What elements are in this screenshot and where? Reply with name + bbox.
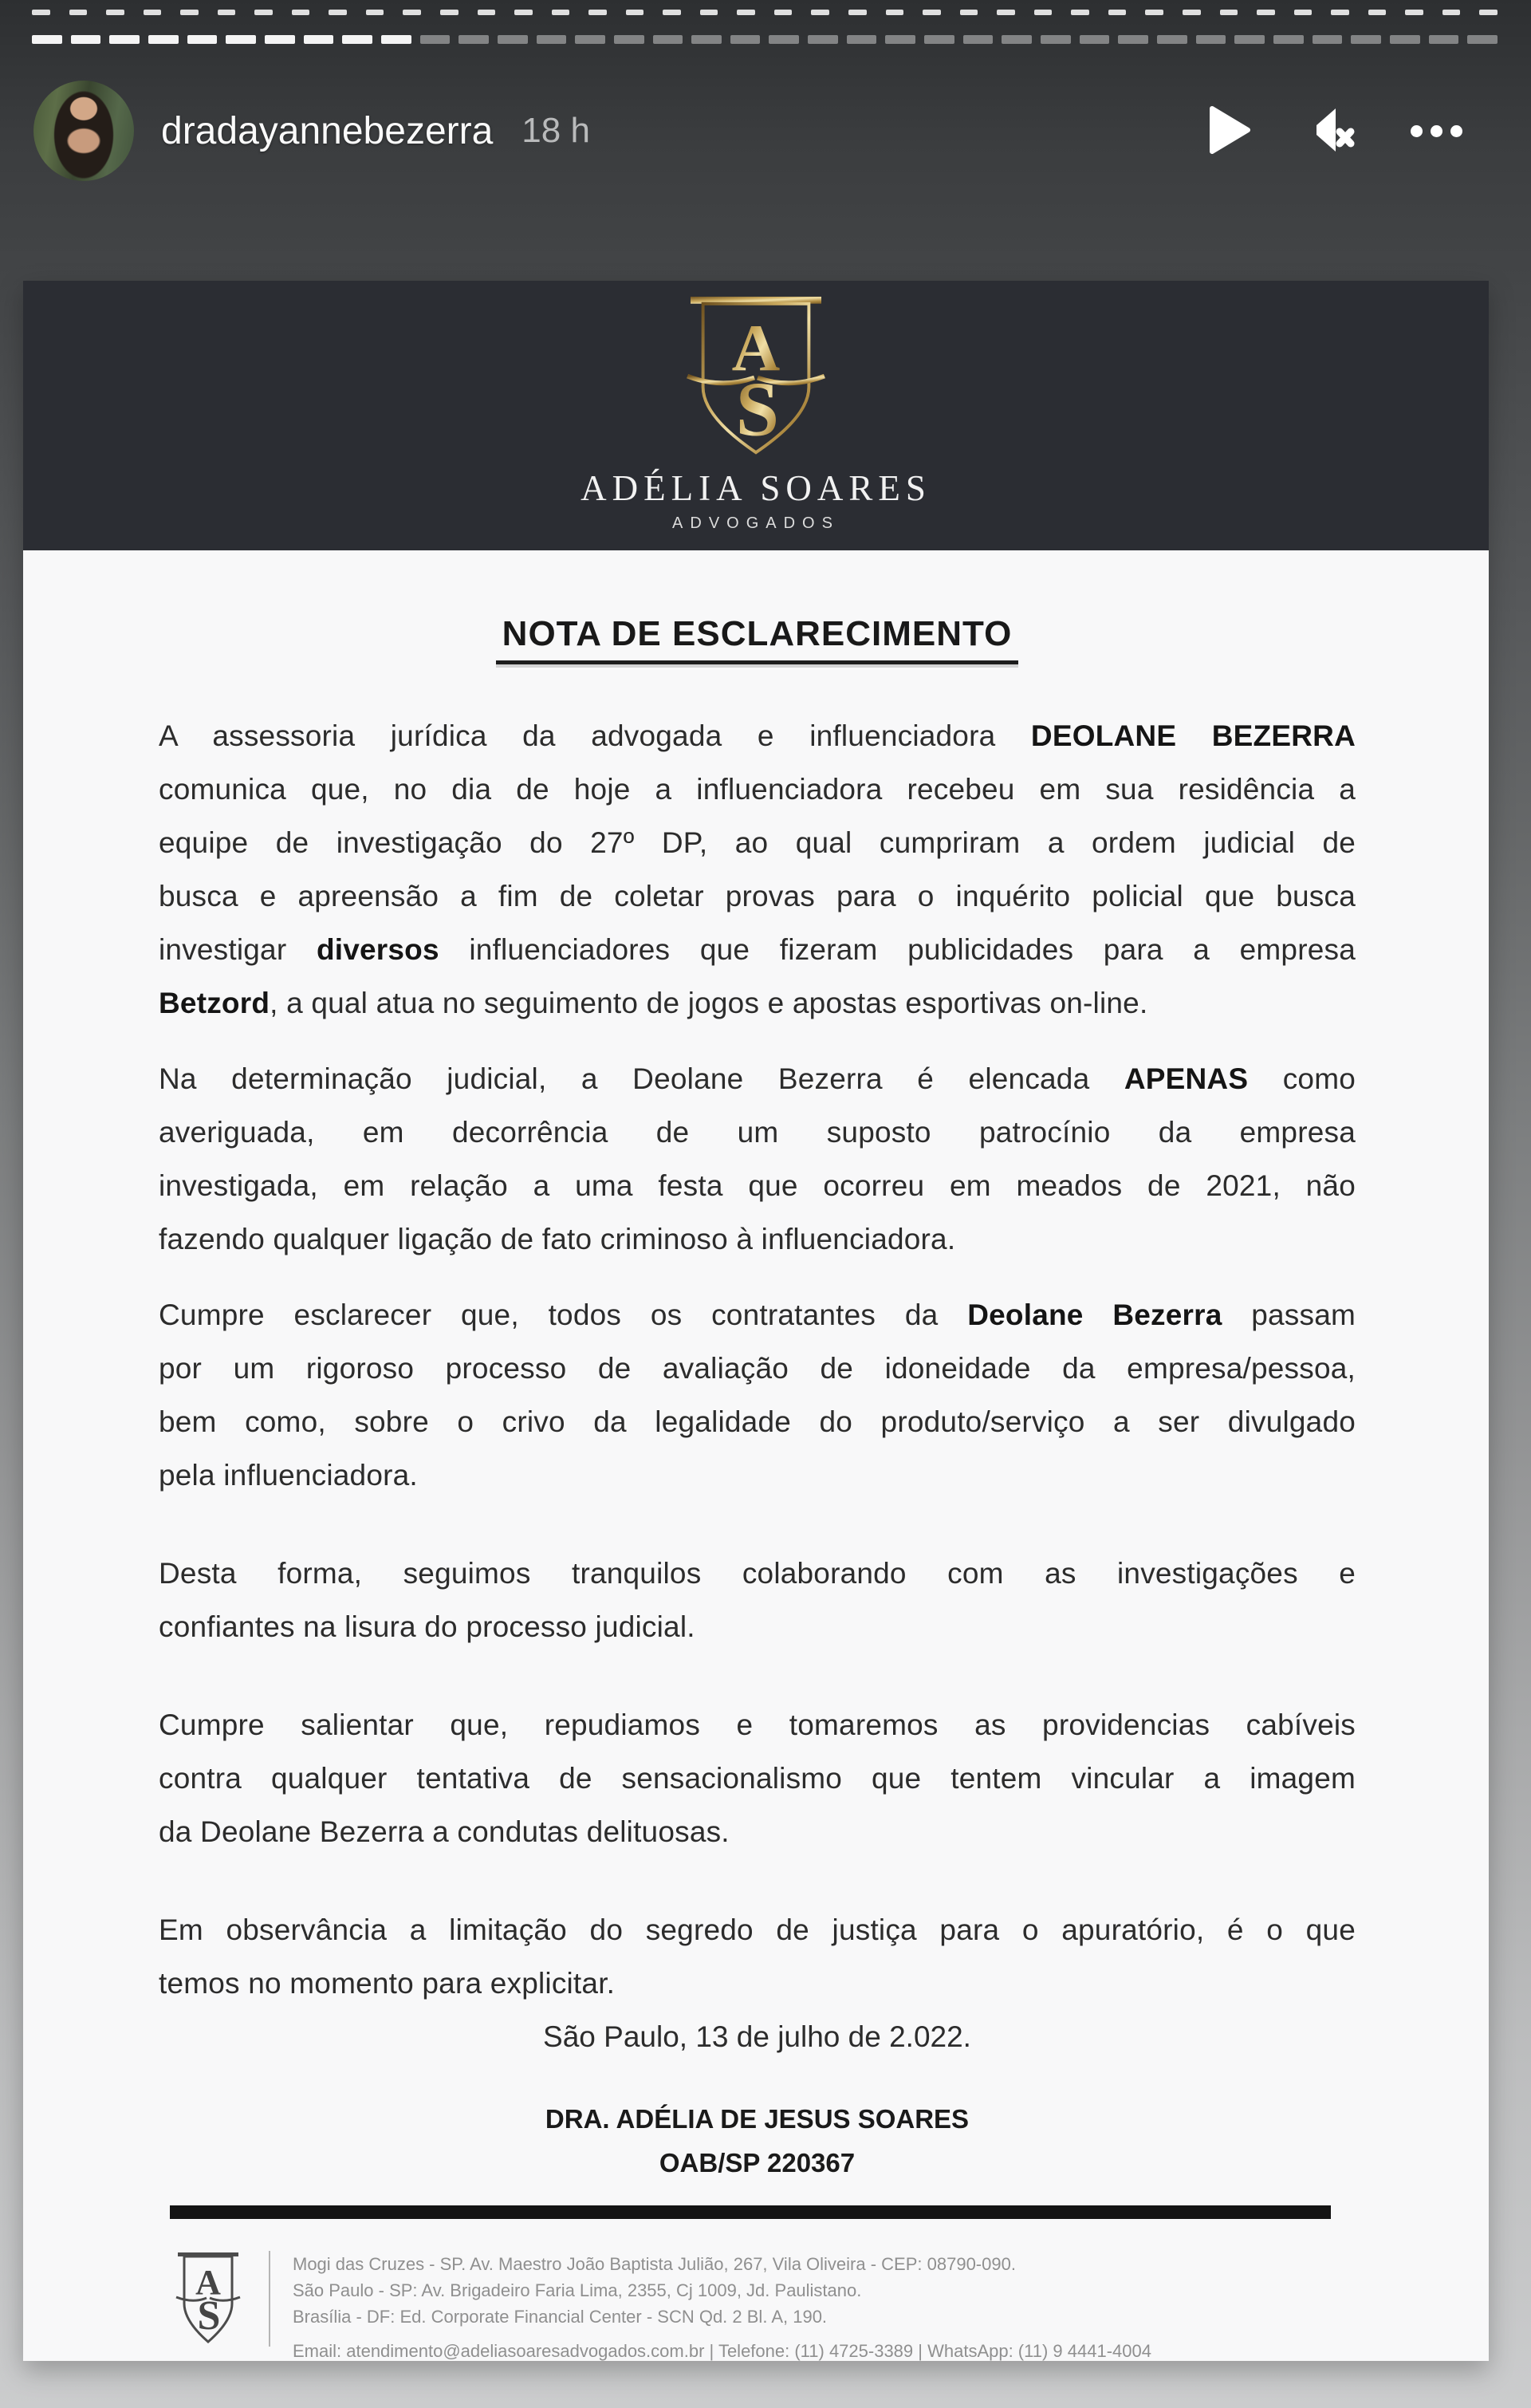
- tick: [478, 10, 496, 15]
- tick: [1145, 10, 1163, 15]
- footer-addresses: [293, 2251, 1151, 2330]
- tick: [1257, 10, 1275, 15]
- progress-segment: [1041, 35, 1071, 44]
- text-line: A assessoria jurídica da advogada e influenciadora DEOLANE BEZERRA: [159, 719, 1356, 752]
- story-timestamp: 18 h: [521, 111, 590, 150]
- tick: [1479, 10, 1498, 15]
- footer-monogram-s: S: [197, 2293, 221, 2339]
- tick: [1220, 10, 1238, 15]
- play-icon: [1208, 105, 1251, 157]
- tick: [403, 10, 421, 15]
- progress-segment: [342, 35, 372, 44]
- text-line: bem como, sobre o crivo da legalidade do produto/serviço a ser divulgado: [159, 1405, 1356, 1438]
- footer-monogram-a: A: [195, 2263, 221, 2302]
- signature-name: DRA. ADÉLIA DE JESUS SOARES: [545, 2104, 970, 2134]
- progress-segment: [381, 35, 411, 44]
- tick: [329, 10, 347, 15]
- text-line: Betzord, a qual atua no seguimento de jogos e apostas esportivas on-line.: [159, 987, 1148, 1019]
- progress-segment: [1429, 35, 1459, 44]
- progress-segment: [459, 35, 489, 44]
- progress-segment: [614, 35, 644, 44]
- footer-shield-logo: [175, 2251, 242, 2351]
- text-line: investigada, em relação a uma festa que ocorreu em meados de 2021, não: [159, 1169, 1356, 1202]
- tick: [1071, 10, 1089, 15]
- progress-segment: [109, 35, 140, 44]
- tick: [663, 10, 681, 15]
- progress-segment: [691, 35, 722, 44]
- tick: [440, 10, 459, 15]
- tick: [32, 10, 50, 15]
- text-line: Na determinação judicial, a Deolane Bezerra é elencada APENAS como: [159, 1062, 1356, 1095]
- tick: [737, 10, 755, 15]
- story-controls: [1208, 105, 1462, 157]
- text-line: pela influenciadora.: [159, 1459, 418, 1492]
- progress-segment: [1118, 35, 1148, 44]
- document-body: [159, 709, 1356, 2010]
- note-title: NOTA DE ESCLARECIMENTO: [496, 614, 1019, 664]
- tick: [514, 10, 533, 15]
- story-progress-bar[interactable]: [32, 35, 1498, 44]
- progress-segment: [498, 35, 528, 44]
- address-line: São Paulo - SP: Av. Brigadeiro Faria Lima, 2355, Cj 1009, Jd. Paulistano.: [293, 2280, 862, 2300]
- tick: [1108, 10, 1127, 15]
- tick: [144, 10, 162, 15]
- footer-separator-bar: [170, 2205, 1331, 2219]
- text-line: investigar diversos influenciadores que fizeram publicidades para a empresa: [159, 933, 1356, 966]
- monogram-s: S: [735, 366, 780, 453]
- paragraph: [159, 1903, 1356, 2010]
- text-line: Em observância a limitação do segredo de justiça para o apuratório, é o que: [159, 1913, 1356, 1946]
- paragraph: [159, 1288, 1356, 1502]
- progress-segment: [148, 35, 179, 44]
- paragraph: [159, 1052, 1356, 1266]
- more-options-icon: [1411, 125, 1462, 137]
- tick: [997, 10, 1015, 15]
- footer-divider: [269, 2251, 270, 2347]
- progress-segment: [575, 35, 605, 44]
- signature-oab: OAB/SP 220367: [659, 2148, 856, 2177]
- text-line: Desta forma, seguimos tranquilos colaborando com as investigações e: [159, 1557, 1356, 1590]
- play-button[interactable]: [1208, 105, 1251, 157]
- tick: [1331, 10, 1349, 15]
- tick: [1368, 10, 1387, 15]
- brand-subtitle: ADVOGADOS: [672, 514, 840, 532]
- tick: [923, 10, 941, 15]
- progress-segment: [265, 35, 295, 44]
- paragraph: [159, 709, 1356, 1030]
- progress-segment: [1234, 35, 1265, 44]
- text-line: por um rigoroso processo de avaliação de idoneidade da empresa/pessoa,: [159, 1352, 1356, 1385]
- progress-segment: [963, 35, 994, 44]
- progress-segment: [885, 35, 915, 44]
- more-options-button[interactable]: [1411, 125, 1462, 137]
- progress-segment: [1273, 35, 1304, 44]
- progress-segment: [420, 35, 451, 44]
- tick: [1183, 10, 1201, 15]
- text-line: averiguada, em decorrência de um suposto patrocínio da empresa: [159, 1116, 1356, 1149]
- tick: [180, 10, 199, 15]
- text-line: temos no momento para explicitar.: [159, 1967, 616, 2000]
- address-line: Mogi das Cruzes - SP. Av. Maestro João Baptista Julião, 267, Vila Oliveira - CEP: 08790-090.: [293, 2254, 1016, 2274]
- progress-segment: [1467, 35, 1498, 44]
- username[interactable]: dradayannebezerra: [161, 109, 494, 152]
- tick: [1405, 10, 1423, 15]
- progress-segment: [304, 35, 334, 44]
- progress-segment: [1390, 35, 1420, 44]
- footer-contact: Email: atendimento@adeliasoaresadvogados.com.br | Telefone: (11) 4725-3389 | WhatsApp: (11) 9 4441-4004: [293, 2341, 1151, 2361]
- progress-segment: [32, 35, 62, 44]
- tick: [1294, 10, 1313, 15]
- date-line: São Paulo, 13 de julho de 2.022.: [543, 2020, 971, 2053]
- progress-segment: [1313, 35, 1343, 44]
- tick: [848, 10, 867, 15]
- progress-segment: [537, 35, 567, 44]
- progress-segment: [808, 35, 838, 44]
- text-line: contra qualquer tentativa de sensacionalismo que tentem vincular a imagem: [159, 1762, 1356, 1795]
- progress-segment: [847, 35, 877, 44]
- text-line: confiantes na lisura do processo judicial.: [159, 1610, 695, 1643]
- brand-name: ADÉLIA SOARES: [581, 468, 931, 508]
- avatar[interactable]: [33, 81, 134, 181]
- tick: [626, 10, 644, 15]
- progress-segment: [653, 35, 683, 44]
- progress-segment: [226, 35, 256, 44]
- tick: [886, 10, 904, 15]
- tick: [811, 10, 829, 15]
- progress-segment: [1196, 35, 1226, 44]
- tick: [774, 10, 793, 15]
- story-top-ticks: [32, 10, 1498, 15]
- letterhead-shield-logo: [686, 295, 826, 464]
- tick: [106, 10, 124, 15]
- tick: [254, 10, 273, 15]
- tick: [218, 10, 236, 15]
- progress-segment: [730, 35, 761, 44]
- mute-button[interactable]: [1307, 106, 1355, 156]
- tick: [1034, 10, 1053, 15]
- letterhead: [23, 281, 1489, 550]
- document-footer: [159, 2251, 1356, 2361]
- progress-segment: [1002, 35, 1032, 44]
- progress-segment: [71, 35, 101, 44]
- tick: [960, 10, 978, 15]
- progress-segment: [924, 35, 954, 44]
- text-line: Cumpre salientar que, repudiamos e tomaremos as providencias cabíveis: [159, 1708, 1356, 1741]
- tick: [292, 10, 310, 15]
- paragraph: [159, 1547, 1356, 1653]
- tick: [366, 10, 384, 15]
- progress-segment: [1351, 35, 1381, 44]
- progress-segment: [187, 35, 218, 44]
- text-line: comunica que, no dia de hoje a influenciadora recebeu em sua residência a: [159, 773, 1356, 806]
- tick: [69, 10, 88, 15]
- text-line: equipe de investigação do 27º DP, ao qual cumpriram a ordem judicial de: [159, 826, 1356, 859]
- address-line: Brasília - DF: Ed. Corporate Financial Center - SCN Qd. 2 Bl. A, 190.: [293, 2307, 828, 2327]
- document-paper: [23, 550, 1489, 2361]
- tick: [1442, 10, 1461, 15]
- progress-segment: [769, 35, 799, 44]
- text-line: da Deolane Bezerra a condutas delituosas.: [159, 1815, 730, 1848]
- paragraph: [159, 1698, 1356, 1858]
- text-line: busca e apreensão a fim de coletar provas para o inquérito policial que busca: [159, 880, 1356, 912]
- text-line: fazendo qualquer ligação de fato criminoso à influenciadora.: [159, 1223, 956, 1255]
- mute-speaker-icon: [1307, 106, 1355, 156]
- progress-segment: [1157, 35, 1187, 44]
- monogram-a: A: [731, 311, 781, 386]
- document: [23, 281, 1489, 2361]
- progress-segment: [1080, 35, 1110, 44]
- story-header: [33, 79, 1462, 183]
- tick: [700, 10, 718, 15]
- signature-block: [159, 2097, 1356, 2185]
- text-line: Cumpre esclarecer que, todos os contratantes da Deolane Bezerra passam: [159, 1299, 1356, 1331]
- tick: [552, 10, 570, 15]
- tick: [588, 10, 607, 15]
